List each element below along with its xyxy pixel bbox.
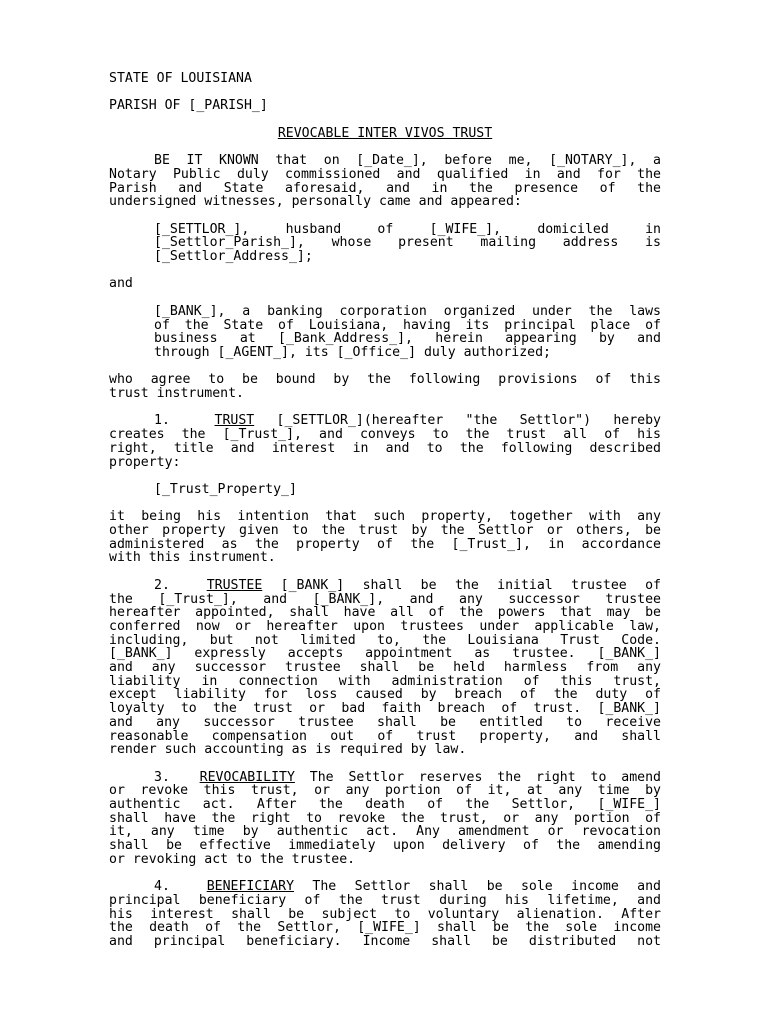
section-heading: REVOCABILITY	[199, 769, 295, 785]
intro-paragraph	[109, 154, 661, 209]
text-line: except liability for loss caused by breach of the duty of	[109, 687, 661, 703]
document-title: REVOCABLE INTER VIVOS TRUST	[277, 125, 493, 141]
text-line: Parish and State aforesaid, and in the presence of the	[109, 180, 661, 196]
text-line: it, any time by authentic act. Any amendment or revocation	[109, 824, 661, 840]
text-line: and principal beneficiary. Income shall be distributed not	[109, 934, 661, 950]
text-line: administered as the property of the [_Trust_], in accordance	[109, 536, 661, 552]
text-line: [_Settlor_Address_];	[154, 249, 313, 265]
state-line: STATE OF LOUISIANA	[109, 71, 252, 86]
text-line: and any successor trustee shall be entitled to receive	[109, 714, 661, 730]
text-line: Notary Public duly commissioned and qualified in and for the	[109, 166, 661, 182]
text-line: hereafter appointed, shall have all of the powers that may be	[109, 605, 661, 621]
text-line: or revoking act to the trustee.	[109, 851, 356, 867]
section-beneficiary	[109, 880, 661, 949]
text-line: shall be effective immediately upon delivery of the amending	[109, 838, 661, 854]
text-line: creates the [_Trust_], and conveys to the trust all of his	[109, 427, 661, 443]
text-line: and any successor trustee shall be held harmless from any	[109, 660, 661, 676]
text-line: other property given to the trust by the Settlor or others, be	[109, 523, 661, 539]
trust-after-paragraph	[109, 510, 661, 565]
text-line: with this instrument.	[109, 550, 276, 566]
text-line: The Settlor shall be sole income and	[294, 879, 661, 895]
text-line: render such accounting as is required by law.	[109, 742, 467, 758]
text-line: property:	[109, 454, 181, 470]
parish-line: PARISH OF [_PARISH_]	[109, 98, 268, 114]
text-line: trust instrument.	[109, 386, 244, 402]
text-line: through [_AGENT_], its [_Office_] duly authorized;	[154, 344, 551, 360]
section-first-line	[109, 579, 661, 593]
text-line: [_SETTLOR_], husband of [_WIFE_], domiciled in	[154, 221, 661, 237]
text-line: undersigned witnesses, personally came and appeared:	[109, 194, 522, 210]
section-trust	[109, 414, 661, 469]
text-line: The Settlor reserves the right to amend	[294, 769, 661, 785]
text-line: his interest shall be subject to voluntary alienation. After	[109, 906, 661, 922]
section-first-line	[109, 771, 661, 785]
text-line: or revoke this trust, or any portion of it, at any time by	[109, 783, 661, 799]
text-line: shall have the right to revoke the trust, or any portion of	[109, 810, 661, 826]
text-line: including, but not limited to, the Louisiana Trust Code.	[109, 632, 661, 648]
settlor-block	[154, 223, 661, 264]
text-line: reasonable compensation out of trust property, and shall	[109, 728, 661, 744]
bank-block	[154, 305, 661, 360]
section-first-line	[109, 880, 661, 894]
text-line: the death of the Settlor, [_WIFE_] shall be the sole income	[109, 920, 661, 936]
section-first-line	[109, 414, 661, 428]
text-line: [_BANK_], a banking corporation organized under the laws	[154, 303, 661, 319]
section-heading: TRUSTEE	[206, 577, 263, 593]
text-line: liability in connection with administration of this trust,	[109, 673, 661, 689]
text-line: authentic act. After the death of the Settlor, [_WIFE_]	[109, 797, 661, 813]
text-line: of the State of Louisiana, having its principal place of	[154, 317, 661, 333]
section-heading: TRUST	[214, 413, 255, 429]
section-trustee	[109, 579, 661, 757]
section-heading: BENEFICIARY	[206, 879, 295, 895]
section-number: 3.	[154, 769, 170, 785]
section-revocability	[109, 771, 661, 867]
text-line: loyalty to the trust or bad faith breach of trust. [_BANK_]	[109, 701, 661, 717]
text-line: BE IT KNOWN that on [_Date_], before me, [_NOTARY_], a	[154, 153, 661, 169]
section-number: 2.	[154, 577, 170, 593]
text-line: who agree to be bound by the following provisions of this	[109, 372, 661, 388]
text-line: [_Settlor_Parish_], whose present mailing address is	[154, 235, 661, 251]
section-number: 1.	[154, 413, 170, 429]
section-number: 4.	[154, 879, 170, 895]
text-line: principal beneficiary of the trust during his lifetime, and	[109, 892, 661, 908]
text-line: [_SETTLOR_](hereafter "the Settlor") hereby	[254, 413, 661, 429]
text-line: it being his intention that such property, together with any	[109, 509, 661, 525]
text-line: the [_Trust_], and [_BANK_], and any successor trustee	[109, 591, 661, 607]
text-line: [_BANK_] shall be the initial trustee of	[262, 577, 661, 593]
text-line: business at [_Bank_Address_], herein appearing by and	[154, 331, 661, 347]
text-line: right, title and interest in and to the following described	[109, 440, 661, 456]
document-page	[109, 72, 661, 962]
agree-paragraph	[109, 373, 661, 400]
trust-property: [_Trust_Property_]	[154, 481, 297, 497]
text-line: [_BANK_] expressly accepts appointment as trustee. [_BANK_]	[109, 646, 661, 662]
and-line: and	[109, 276, 133, 292]
text-line: conferred now or hereafter upon trustees under applicable law,	[109, 618, 661, 634]
